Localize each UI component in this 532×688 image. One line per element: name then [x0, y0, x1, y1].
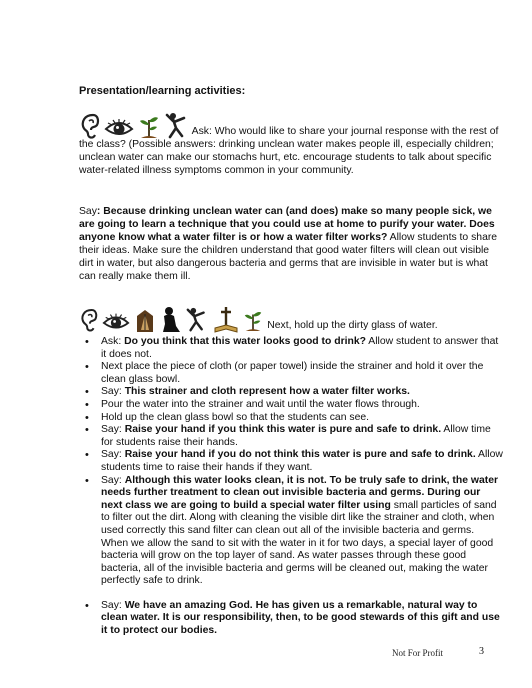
stretching-person-icon	[164, 112, 192, 140]
list-item: • Hold up the clean glass bowl so that the students can see.	[79, 412, 504, 425]
ask-text: Who would like to share your journal response with the rest of the class? (Possible answers: drinking unclean water makes people ill, especially children; unclean water can make our stomachs hurt, etc. encourage students to talk about specific water-related illness symptoms common in your community.	[79, 126, 499, 176]
ask-paragraph	[79, 112, 499, 177]
say-rest-text: Allow students to share their ideas. Make sure the children understand that good water filters will clean out visible dirt in water, but also dangerous bacteria and germs that are invisible in water but is what can really make them ill.	[79, 232, 498, 282]
say-bold-text: : Because drinking unclean water can (and does) make so many people sick, we are going to learn a technique that you could use at home to purify your water. Does anyone know what a water filter is or how a water filter works?	[79, 206, 495, 243]
cross-bible-icon	[213, 306, 239, 334]
eye-icon	[104, 116, 134, 140]
ear-icon	[79, 112, 101, 140]
stretching-person-icon	[185, 306, 211, 334]
list-item: • Say: Raise your hand if you do not think this water is pure and safe to drink. Allow students time to raise their hands if they want.	[79, 449, 504, 474]
list-item: • Pour the water into the strainer and wait until the water flows through.	[79, 399, 504, 412]
list-item: • Say: Raise your hand if you think this water is pure and safe to drink. Allow time for students raise their hands.	[79, 424, 504, 449]
plant-icon	[242, 306, 264, 334]
say-paragraph	[79, 205, 499, 283]
kneeling-person-icon	[160, 306, 182, 334]
praying-hands-icon	[133, 306, 157, 334]
icon-strip-1	[79, 112, 192, 138]
list-item: • Say: Although this water looks clean, it is not. To be truly safe to drink, the water needs further treatment to clean out invisible bacteria and germs. During our next class we are going to build a special water filter using small particles of sand to filter out the dirt. Along with cleaning the visible dirt like the strainer and cloth, when used correctly this sand filter can clean out all of the invisible bacteria and germs. When we allow the sand to sit with the water in it for two days, a special layer of good bacteria will grow on the top layer of sand. As water passes through these good bacteria, all of the invisible bacteria and germs will be cleaned out, making the water perfectly safe to drink.	[79, 475, 504, 588]
footer-text: Not For Profit	[392, 648, 444, 658]
list-item: • Say: We have an amazing God. He has given us a remarkable, natural way to clean water. It is our responsibility, then, to be good stewards of this gift and use it to protect our bodies.	[79, 600, 504, 638]
eye-icon	[102, 310, 130, 334]
page-number: 3	[479, 646, 484, 657]
ask-label: Ask:	[191, 126, 212, 137]
ear-icon	[79, 306, 99, 334]
list-item: • Ask: Do you think that this water looks good to drink? Allow student to answer that it does not.	[79, 336, 504, 361]
section-heading: Presentation/learning activities:	[79, 85, 246, 97]
next-intro	[79, 306, 519, 332]
next-intro-text: Next, hold up the dirty glass of water.	[267, 320, 438, 331]
activity-list	[79, 336, 504, 638]
list-item: • Next place the piece of cloth (or paper towel) inside the strainer and hold it over the clean glass bowl.	[79, 361, 504, 386]
plant-icon	[137, 112, 161, 140]
list-item: • Say: This strainer and cloth represent how a water filter works.	[79, 386, 504, 399]
say-label: Say	[79, 206, 97, 217]
icon-strip-2	[79, 306, 264, 332]
